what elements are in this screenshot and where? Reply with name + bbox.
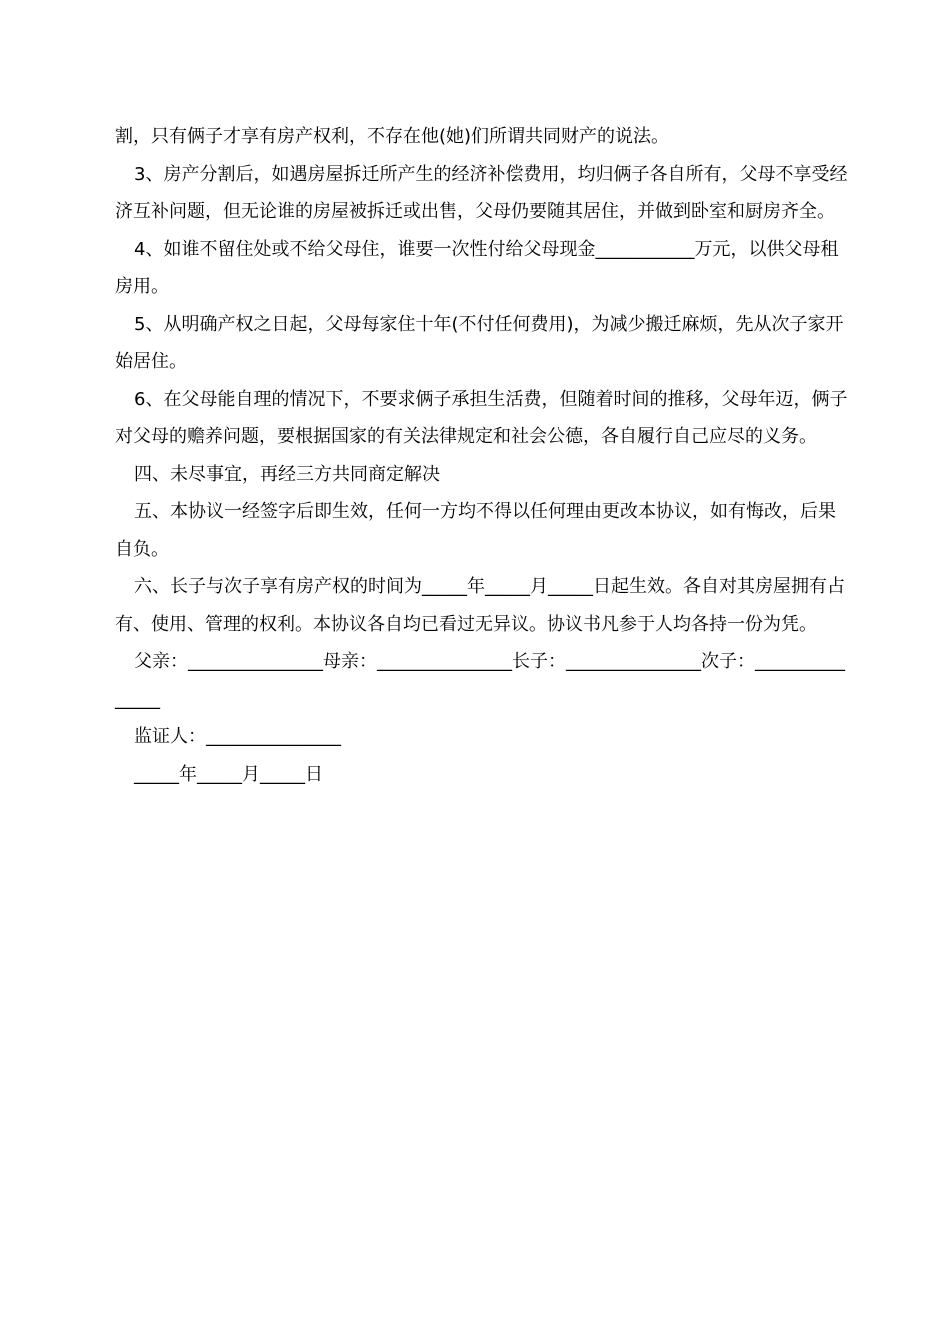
paragraph-section-4: 四、未尽事宜，再经三方共同商定解决 bbox=[134, 463, 440, 485]
witness-line: 监证人：_______________ bbox=[134, 726, 341, 747]
paragraph-clause-6: 6、在父母能自理的情况下，不要求俩子承担生活费，但随着时间的推移，父母年迈，俩子对父母的赡养问题，要根据国家的有关法律规定和社会公德，各自履行自己应尽的义务。 bbox=[115, 388, 848, 447]
paragraph-section-5: 五、本协议一经签字后即生效，任何一方均不得以任何理由更改本协议，如有悔改，后果自负。 bbox=[115, 501, 836, 560]
paragraph-continuation: 割，只有俩子才享有房产权利，不存在他(她)们所谓共同财产的说法。 bbox=[115, 126, 670, 147]
paragraph-clause-3: 3、房产分割后，如遇房屋拆迁所产生的经济补偿费用，均归俩子各自所有，父母不享受经济互补问题，但无论谁的房屋被拆迁或出售，父母仍要随其居住，并做到卧室和厨房齐全。 bbox=[115, 163, 848, 222]
document-body bbox=[115, 118, 853, 793]
paragraph-clause-4: 4、如谁不留住处或不给父母住，谁要一次性付给父母现金___________万元，以供父母租房用。 bbox=[115, 238, 839, 297]
date-line: _____年_____月_____日 bbox=[134, 763, 323, 785]
signature-line: 父亲：_______________母亲：_______________长子：_______________次子：_______________ bbox=[115, 651, 845, 710]
paragraph-section-6: 六、长子与次子享有房产权的时间为_____年_____月_____日起生效。各自对其房屋拥有占有、使用、管理的权利。本协议各自均已看过无异议。协议书凡参于人均各持一份为凭。 bbox=[115, 576, 845, 635]
paragraph-clause-5: 5、从明确产权之日起，父母每家住十年(不付任何费用)，为减少搬迁麻烦，先从次子家开始居住。 bbox=[115, 313, 844, 372]
